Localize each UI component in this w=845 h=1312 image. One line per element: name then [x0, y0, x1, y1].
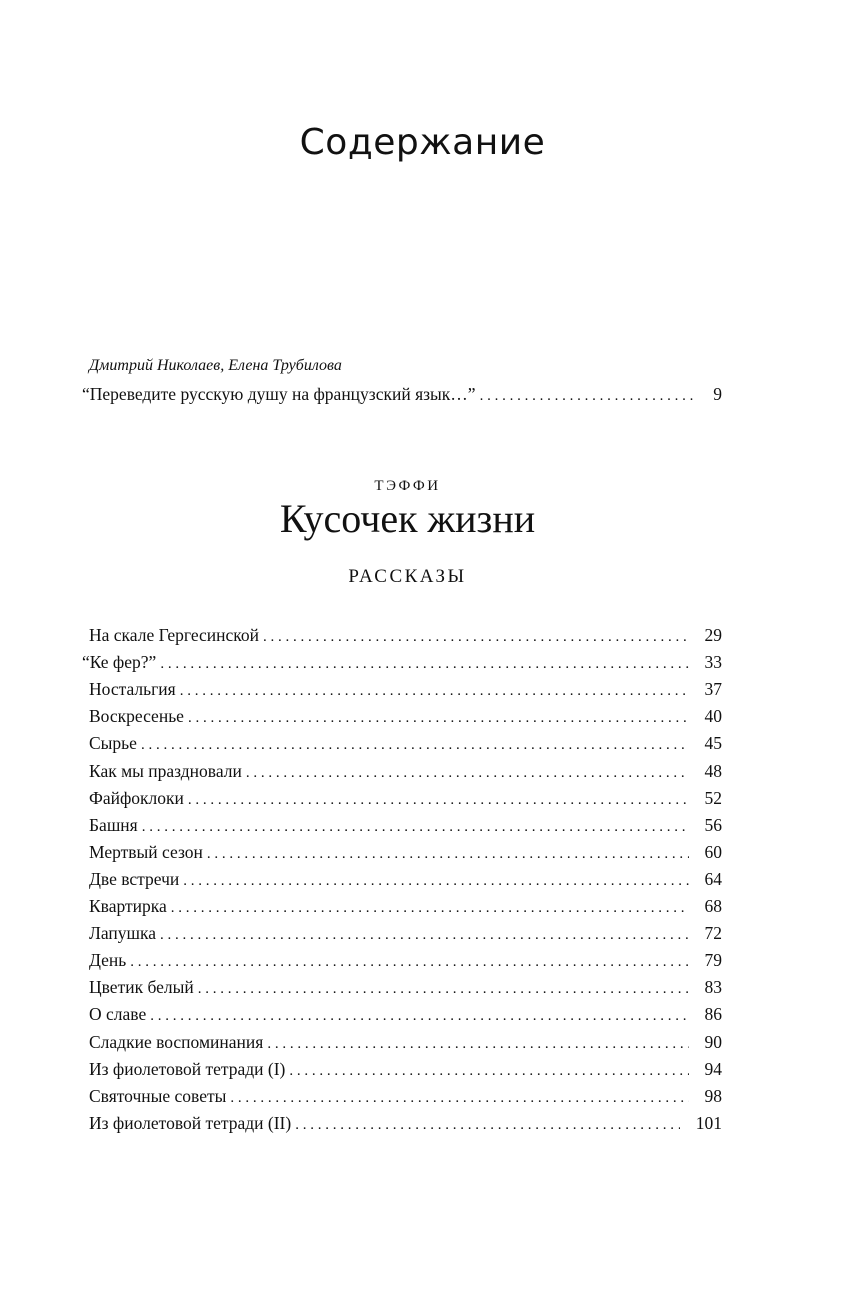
foreword-authors: Дмитрий Николаев, Елена Трубилова	[89, 357, 342, 374]
toc-entry-title: На скале Гергесинской	[89, 625, 260, 645]
toc-entry[interactable]	[89, 1085, 722, 1109]
toc-entry-page: 52	[704, 788, 722, 808]
toc-entry-page: 29	[704, 625, 722, 645]
toc-entry-title: Лапушка	[89, 923, 157, 943]
toc-entry-page: 40	[704, 706, 722, 726]
dot-leader	[246, 762, 689, 784]
toc-entry[interactable]	[89, 976, 722, 1000]
toc-entry-title: Из фиолетовой тетради (II)	[89, 1113, 292, 1133]
toc-entry-foreword[interactable]	[82, 383, 722, 407]
toc-entry-title: Из фиолетовой тетради (I)	[89, 1059, 286, 1079]
toc-entry-page: 56	[704, 815, 722, 835]
dot-leader	[180, 680, 689, 702]
toc-entry[interactable]	[89, 841, 722, 865]
dot-leader	[160, 924, 688, 946]
toc-entry-title: Две встречи	[89, 869, 180, 889]
book-genre: РАССКАЗЫ	[348, 566, 467, 587]
dot-leader	[295, 1114, 680, 1136]
toc-entry[interactable]	[89, 895, 722, 919]
toc-entry-page: 86	[704, 1004, 722, 1024]
toc-entry-page: 64	[704, 869, 722, 889]
toc-entry-page: 98	[704, 1086, 722, 1106]
toc-entry-title: Квартирка	[89, 896, 167, 916]
toc-entry[interactable]	[89, 760, 722, 784]
toc-entry[interactable]	[89, 1112, 722, 1136]
toc-entry-page: 94	[704, 1059, 722, 1079]
toc-entry[interactable]	[89, 732, 722, 756]
book-title: Кусочек жизни	[279, 496, 536, 541]
toc-entry-page: 90	[704, 1032, 722, 1052]
dot-leader	[289, 1060, 688, 1082]
toc-entry[interactable]	[89, 787, 722, 811]
dot-leader	[183, 870, 688, 892]
dot-leader	[188, 789, 689, 811]
toc-entry-title: Воскресенье	[89, 706, 184, 726]
toc-entry-title: “Переведите русскую душу на французский язык…”	[82, 384, 476, 404]
toc-entry-title: Башня	[89, 815, 138, 835]
toc-entry-page: 60	[704, 842, 722, 862]
toc-entry[interactable]	[89, 1031, 722, 1055]
toc-entry[interactable]	[89, 678, 722, 702]
dot-leader	[141, 734, 689, 756]
toc-entry-page: 48	[704, 761, 722, 781]
dot-leader	[480, 385, 698, 407]
book-author: ТЭФФИ	[374, 478, 441, 494]
toc-entry-page: 79	[704, 950, 722, 970]
dot-leader	[198, 978, 689, 1000]
page-title: Содержание	[299, 122, 546, 163]
dot-leader	[130, 951, 688, 973]
dot-leader	[188, 707, 689, 729]
toc-entry-page: 68	[704, 896, 722, 916]
dot-leader	[230, 1087, 688, 1109]
dot-leader	[267, 1033, 688, 1055]
dot-leader	[160, 653, 688, 675]
toc-entry-title: День	[89, 950, 127, 970]
toc-entry[interactable]	[89, 624, 722, 648]
toc-entry-title: Мертвый сезон	[89, 842, 203, 862]
toc-entry[interactable]	[89, 1058, 722, 1082]
toc-entry-title: Цветик белый	[89, 977, 194, 997]
toc-entry[interactable]	[89, 814, 722, 838]
toc-entry[interactable]	[89, 949, 722, 973]
toc-entry[interactable]	[89, 1003, 722, 1027]
toc-entry-page: 45	[704, 733, 722, 753]
toc-entry-page: 37	[704, 679, 722, 699]
toc-entry-title: Сладкие воспоминания	[89, 1032, 264, 1052]
toc-entry-page: 72	[704, 923, 722, 943]
toc-entry-title: О славе	[89, 1004, 147, 1024]
toc-entry-page: 101	[695, 1113, 722, 1133]
toc-entry-page: 33	[704, 652, 722, 672]
toc-entry-title: Ностальгия	[89, 679, 176, 699]
toc-entry-page: 9	[713, 384, 722, 404]
toc-entry[interactable]	[82, 651, 722, 675]
toc-entry-page: 83	[704, 977, 722, 997]
dot-leader	[142, 816, 689, 838]
toc-entry[interactable]	[89, 705, 722, 729]
toc-entry-title: Файфоклоки	[89, 788, 184, 808]
toc-entry-title: “Ке фер?”	[82, 652, 157, 672]
toc-entry-title: Святочные советы	[89, 1086, 227, 1106]
dot-leader	[171, 897, 689, 919]
toc-entry-title: Сырье	[89, 733, 137, 753]
toc-entry[interactable]	[89, 922, 722, 946]
dot-leader	[207, 843, 689, 865]
toc-entry-title: Как мы праздновали	[89, 761, 242, 781]
dot-leader	[263, 626, 688, 648]
dot-leader	[150, 1005, 688, 1027]
toc-entry[interactable]	[89, 868, 722, 892]
